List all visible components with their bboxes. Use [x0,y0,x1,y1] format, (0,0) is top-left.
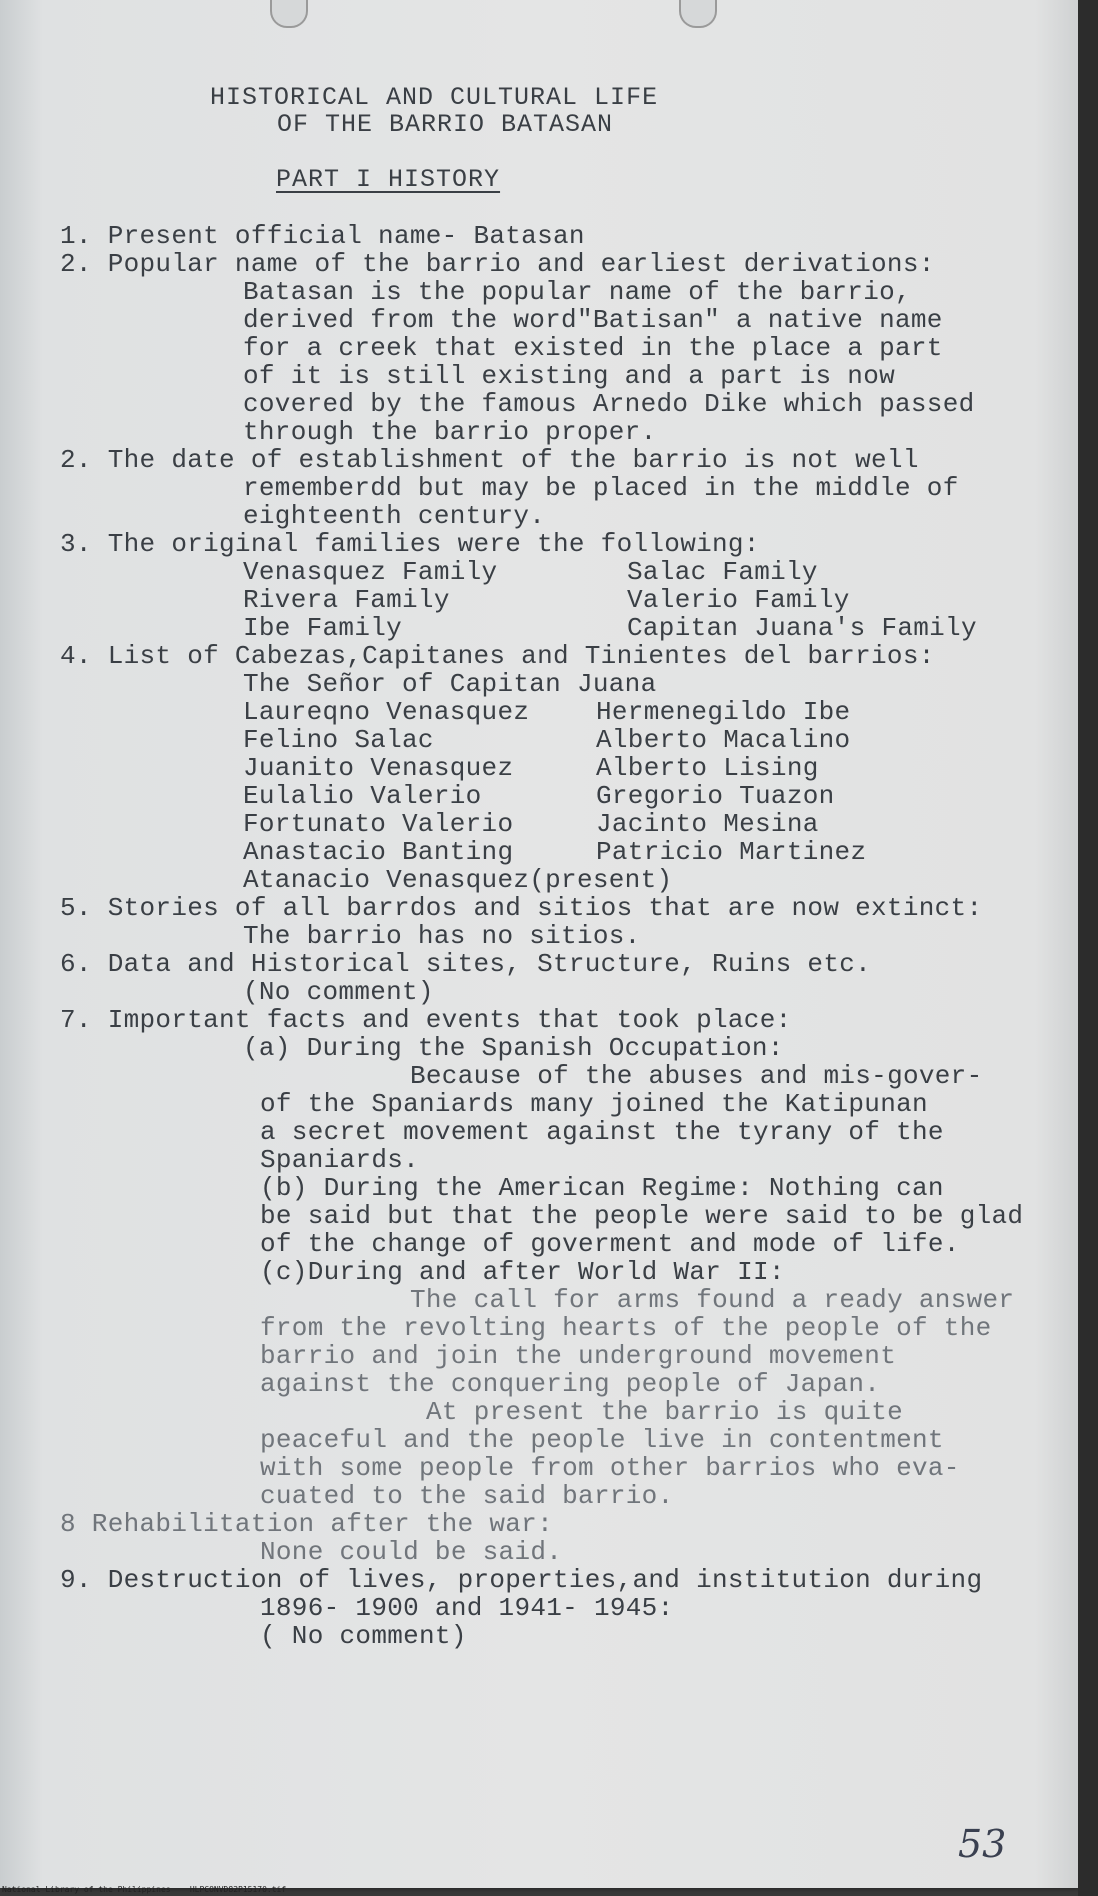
scan-footer: National Library of the Philippines HLPCONVD82P15170.tif [2,1885,287,1894]
text-line: peaceful and the people live in contentment [260,1425,944,1455]
subheading-b: (b) During the American Regime: Nothing can [260,1173,944,1203]
official-name: Eulalio Valerio [243,781,482,811]
text-line: rememberdd but may be placed in the middle of [243,473,959,503]
text-line: with some people from other barrios who eva- [260,1453,960,1483]
subheading-c: (c)During and after World War II: [260,1257,785,1287]
official-name: The Señor of Capitan Juana [243,669,657,699]
text-line: (No comment) [243,977,434,1007]
item-7-heading: 7. Important facts and events that took place: [60,1005,792,1035]
text-line: Spaniards. [260,1145,420,1175]
punch-hole-right [679,0,717,28]
text-line: of the Spaniards many joined the Katipunan [260,1089,928,1119]
text-line: Batasan is the popular name of the barrio, [243,277,911,307]
text-line: ( No comment) [260,1621,467,1651]
official-name: Felino Salac [243,725,434,755]
item-2-heading: 2. Popular name of the barrio and earliest derivations: [60,249,935,279]
text-line: None could be said. [260,1537,563,1567]
text-line: against the conquering people of Japan. [260,1369,881,1399]
scan-edge [1078,0,1098,1896]
text-line: of the change of goverment and mode of life. [260,1229,960,1259]
item-9-heading: 9. Destruction of lives, properties,and institution during [60,1565,983,1595]
official-name: Alberto Lising [596,753,819,783]
item-8-heading: 8 Rehabilitation after the war: [60,1509,553,1539]
text-line: of it is still existing and a part is now [243,361,896,391]
family-name: Salac Family [627,557,818,587]
text-line: cuated to the said barrio. [260,1481,674,1511]
text-line: from the revolting hearts of the people of the [260,1313,992,1343]
official-name: Atanacio Venasquez(present) [243,865,673,895]
family-name: Capitan Juana's Family [627,613,977,643]
official-name: Alberto Macalino [596,725,851,755]
official-name: Jacinto Mesina [596,809,819,839]
family-name: Rivera Family [243,585,450,615]
text-line: derived from the word"Batisan" a native name [243,305,943,335]
text-line: eighteenth century. [243,501,546,531]
item-3-heading: 3. The original families were the following: [60,529,760,559]
item-2b-heading: 2. The date of establishment of the barrio is not well [60,445,919,475]
part-heading: PART I HISTORY [276,165,501,194]
family-name: Ibe Family [243,613,403,643]
text-line: through the barrio proper. [243,417,657,447]
subheading-a: (a) During the Spanish Occupation: [243,1033,784,1063]
text-line: 1896- 1900 and 1941- 1945: [260,1593,674,1623]
official-name: Hermenegildo Ibe [596,697,851,727]
text-line: a secret movement against the tyrany of the [260,1117,944,1147]
family-name: Venasquez Family [243,557,498,587]
text-line: for a creek that existed in the place a part [243,333,943,363]
doc-title-line1: HISTORICAL AND CULTURAL LIFE [210,83,659,112]
doc-title-line2: OF THE BARRIO BATASAN [277,110,614,139]
item-6-heading: 6. Data and Historical sites, Structure, Ruins etc. [60,949,872,979]
official-name: Juanito Venasquez [243,753,514,783]
item-4-heading: 4. List of Cabezas,Capitanes and Tinientes del barrios: [60,641,935,671]
official-name: Fortunato Valerio [243,809,514,839]
punch-hole-left [270,0,308,28]
text-line: barrio and join the underground movement [260,1341,897,1371]
item-1: 1. Present official name- Batasan [60,221,585,251]
family-name: Valerio Family [627,585,850,615]
text-line: At present the barrio is quite [426,1397,904,1427]
official-name: Gregorio Tuazon [596,781,835,811]
text-line: covered by the famous Arnedo Dike which passed [243,389,975,419]
official-name: Patricio Martinez [596,837,867,867]
text-line: The barrio has no sitios. [243,921,641,951]
handwritten-page-number: 53 [958,1822,1007,1866]
text-line: be said but that the people were said to be glad [260,1201,1024,1231]
official-name: Anastacio Banting [243,837,514,867]
text-line: The call for arms found a ready answer [410,1285,1015,1315]
item-5-heading: 5. Stories of all barrdos and sitios that are now extinct: [60,893,983,923]
text-line: Because of the abuses and mis-gover- [410,1061,983,1091]
official-name: Laureqno Venasquez [243,697,530,727]
